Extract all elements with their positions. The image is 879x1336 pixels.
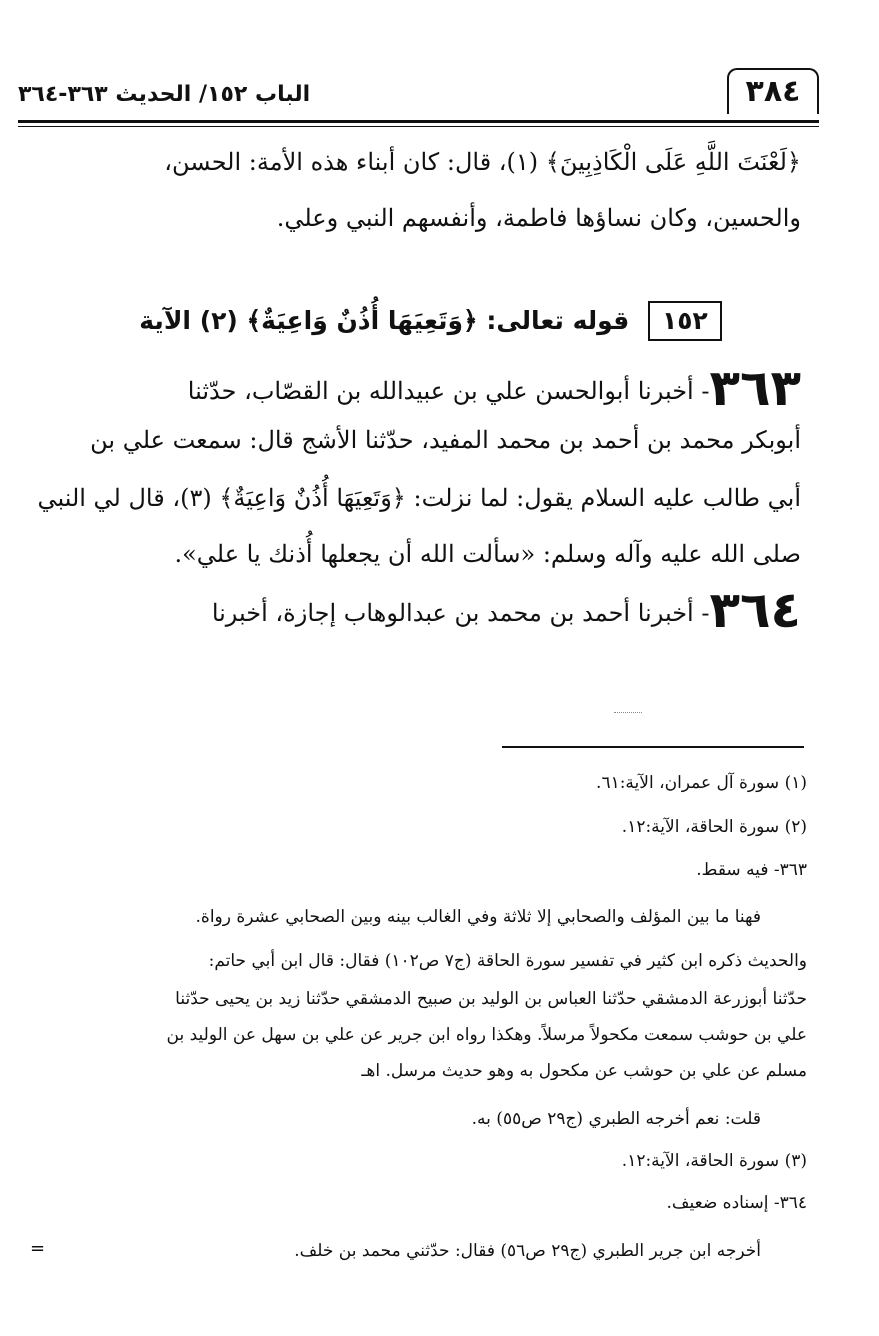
hadith-text-line: صلى الله عليه وآله وسلم: «سألت الله أن يجعلها أُذنك يا علي». — [174, 540, 801, 568]
footnote: (١) سورة آل عمران، الآية:٦١. — [596, 773, 807, 793]
footnote-line: والحديث ذكره ابن كثير في تفسير سورة الحاقة (ج٧ ص١٠٢) فقال: قال ابن أبي حاتم: — [208, 951, 807, 971]
section-heading — [60, 296, 801, 346]
footnote-line: قلت: نعم أخرجه الطبري (ج٢٩ ص٥٥) به. — [471, 1109, 761, 1129]
section-number: ١٥٢ — [648, 301, 722, 341]
running-title: الباب ١٥٢/ الحديث ٣٦٣-٣٦٤ — [18, 82, 311, 107]
hadith-text-line: أبي طالب عليه السلام يقول: لما نزلت: ﴿وَتَعِيَهَا أُذُنٌ وَاعِيَةٌ﴾ (٣)، قال لي النبي — [37, 484, 801, 512]
footnote: ٣٦٣- فيه سقط. — [696, 860, 807, 880]
footnote-separator — [502, 746, 804, 748]
page-number: ٣٨٤ — [727, 68, 819, 114]
hadith-entry-start — [61, 358, 801, 421]
footnote-line: فهنا ما بين المؤلف والصحابي إلا ثلاثة وفي الغالب بينه وبين الصحابي عشرة رواة. — [195, 907, 761, 927]
hadith-entry-start — [61, 580, 801, 643]
body-text-line: والحسين، وكان نساؤها فاطمة، وأنفسهم النبي وعلي. — [276, 204, 801, 232]
footnote: (٢) سورة الحاقة، الآية:١٢. — [621, 817, 807, 837]
footnote-line: مسلم عن علي بن حوشب عن مكحول به وهو حديث مرسل. اهـ — [361, 1061, 807, 1081]
footnote: ٣٦٤- إسناده ضعيف. — [666, 1193, 807, 1213]
margin-mark: = — [30, 1238, 46, 1259]
footnote: (٣) سورة الحاقة، الآية:١٢. — [621, 1151, 807, 1171]
header-rule-thin — [18, 126, 819, 127]
hadith-text-line: أبوبكر محمد بن أحمد بن محمد المفيد، حدّثنا الأشج قال: سمعت علي بن — [90, 426, 801, 454]
header-rule-thick — [18, 120, 819, 123]
hadith-number: ٣٦٣ — [709, 359, 801, 417]
footnote-line: علي بن حوشب سمعت مكحولاً مرسلاً. وهكذا رواه ابن جرير عن علي بن سهل عن الوليد بن — [166, 1025, 807, 1045]
footnote-line: أخرجه ابن جرير الطبري (ج٢٩ ص٥٦) فقال: حدّثني محمد بن خلف. — [294, 1241, 761, 1261]
footnote-line: حدّثنا أبوزرعة الدمشقي حدّثنا العباس بن الوليد بن صبيح الدمشقي حدّثنا زيد بن يحيى حدّثنا — [175, 989, 807, 1009]
hadith-text: - أخبرنا أحمد بن محمد بن عبدالوهاب إجازة، أخبرنا — [211, 599, 710, 627]
running-header — [18, 62, 819, 122]
section-title: قوله تعالى: ﴿وَتَعِيَهَا أُذُنٌ وَاعِيَةٌ﴾ (٢) الآية — [139, 306, 630, 335]
hadith-text: - أخبرنا أبوالحسن علي بن عبيدالله بن القصّاب، حدّثنا — [187, 377, 710, 405]
body-text-line: ﴿لَعْنَتَ اللَّهِ عَلَى الْكَاذِبِينَ﴾ (١)، قال: كان أبناء هذه الأمة: الحسن، — [164, 148, 801, 176]
hadith-number: ٣٦٤ — [709, 581, 801, 639]
scan-artifact — [614, 712, 642, 713]
